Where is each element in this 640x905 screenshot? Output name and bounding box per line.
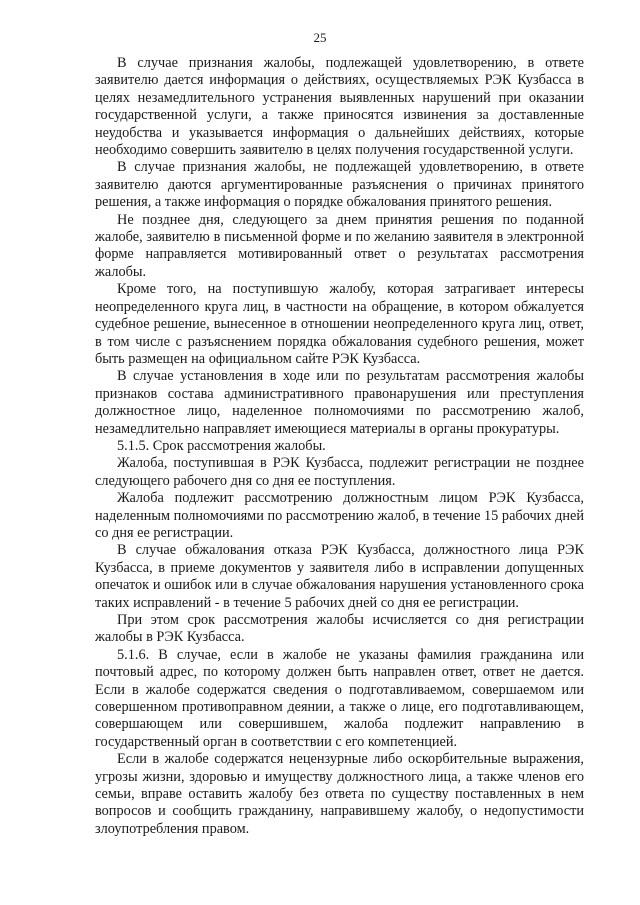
paragraph: Не позднее дня, следующего за днем принятия решения по поданной жалобе, заявителю в письменной форме и по желанию заявителя в электронной форме направляется мотивированный ответ о результатах рассмотрения жалобы.	[95, 211, 584, 280]
paragraph: Если в жалобе содержатся нецензурные либо оскорбительные выражения, угрозы жизни, здоровью и имуществу должностного лица, а также членов его семьи, вправе оставить жалобу без ответа по существу поставленных в нем вопросов и сообщить гражданину, направившему жалобу, о недопустимости злоупотребления правом.	[95, 751, 584, 837]
section-heading: 5.1.5. Срок рассмотрения жалобы.	[117, 437, 326, 454]
page-number: 25	[313, 30, 327, 45]
paragraph: Жалоба подлежит рассмотрению должностным лицом РЭК Кузбасса, наделенным полномочиями по рассмотрению жалоб, в течение 15 рабочих дней со дня ее регистрации.	[95, 490, 584, 541]
document-body	[95, 55, 584, 838]
paragraph: При этом срок рассмотрения жалобы исчисляется со дня регистрации жалобы в РЭК Кузбасса.	[95, 612, 584, 646]
paragraph: 5.1.6. В случае, если в жалобе не указаны фамилия гражданина или почтовый адрес, по которому должен быть направлен ответ, ответ не дается. Если в жалобе содержатся сведения о подготавливаемом, совершаемом или совершенном противоправном деянии, а также о лице, его подготавливающем, совершающем или совершившем, жалоба подлежит направлению в государственный орган в соответствии с его компетенцией.	[95, 646, 584, 750]
paragraph: Жалоба, поступившая в РЭК Кузбасса, подлежит регистрации не позднее следующего рабочего дня со дня ее поступления.	[95, 455, 584, 489]
paragraph: В случае обжалования отказа РЭК Кузбасса, должностного лица РЭК Кузбасса, в приеме документов у заявителя либо в исправлении допущенных опечаток и ошибок или в случае обжалования нарушения установленного срока таких исправлений - в течение 5 рабочих дней со дня ее регистрации.	[95, 542, 584, 611]
paragraph: В случае признания жалобы, подлежащей удовлетворению, в ответе заявителю дается информация о действиях, осуществляемых РЭК Кузбасса в целях незамедлительного устранения выявленных нарушений при оказании государственной услуги, а также приносятся извинения за доставленные неудобства и указывается информация о дальнейших действиях, которые необходимо совершить заявителю в целях получения государственной услуги.	[95, 55, 584, 159]
paragraph: Кроме того, на поступившую жалобу, которая затрагивает интересы неопределенного круга лиц, в частности на обращение, в котором обжалуется судебное решение, вынесенное в отношении неопределенного круга лиц, ответ, в том числе с разъяснением порядка обжалования судебного решения, может быть размещен на официальном сайте РЭК Кузбасса.	[95, 281, 584, 367]
paragraph: В случае признания жалобы, не подлежащей удовлетворению, в ответе заявителю даются аргументированные разъяснения о причинах принятого решения, а также информация о порядке обжалования принятого решения.	[95, 159, 584, 211]
paragraph: В случае установления в ходе или по результатам рассмотрения жалобы признаков состава административного правонарушения или преступления должностное лицо, наделенное полномочиями по рассмотрению жалоб, незамедлительно направляет имеющиеся материалы в органы прокуратуры.	[95, 368, 584, 437]
